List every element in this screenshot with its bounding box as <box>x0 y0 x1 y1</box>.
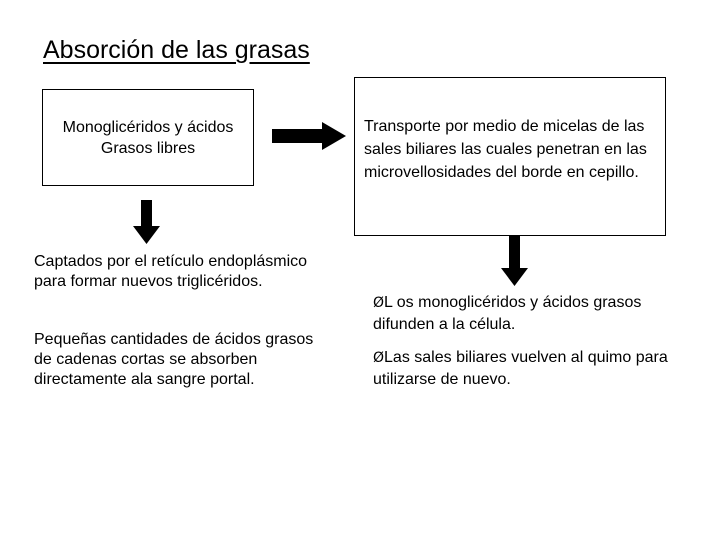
box-monoglycerides-line2: Grasos libres <box>100 140 196 157</box>
arrow-right-icon <box>272 122 352 152</box>
note-short-chain: Pequeñas cantidades de ácidos grasos de cadenas cortas se absorben directamente ala sangre portal. <box>34 331 314 388</box>
bullet-arrow-icon: Ø <box>373 350 385 366</box>
box-monoglycerides <box>42 89 254 186</box>
bullet-item-diffusion <box>373 292 693 336</box>
arrow-down-left-icon <box>133 200 161 246</box>
bullet-arrow-icon: Ø <box>373 295 385 311</box>
box-monoglycerides-line1: Monoglicéridos y ácidos <box>62 119 234 136</box>
diagram-title: Absorción de las grasas <box>43 36 310 64</box>
box-micelle-transport-text: Transporte por medio de micelas de las sales biliares las cuales penetran en las microvellosidades del borde en cepillo. <box>364 118 647 181</box>
bullet-item-text: Las sales biliares vuelven al quimo para utilizarse de nuevo. <box>373 349 668 388</box>
bullet-item-bile-salts <box>373 347 703 391</box>
box-micelle-transport <box>354 77 666 236</box>
arrow-down-right-icon <box>501 236 529 288</box>
bullet-item-text: L os monoglicéridos y ácidos grasos difunden a la célula. <box>373 294 642 333</box>
note-reticulum: Captados por el retículo endoplásmico para formar nuevos triglicéridos. <box>34 253 308 290</box>
